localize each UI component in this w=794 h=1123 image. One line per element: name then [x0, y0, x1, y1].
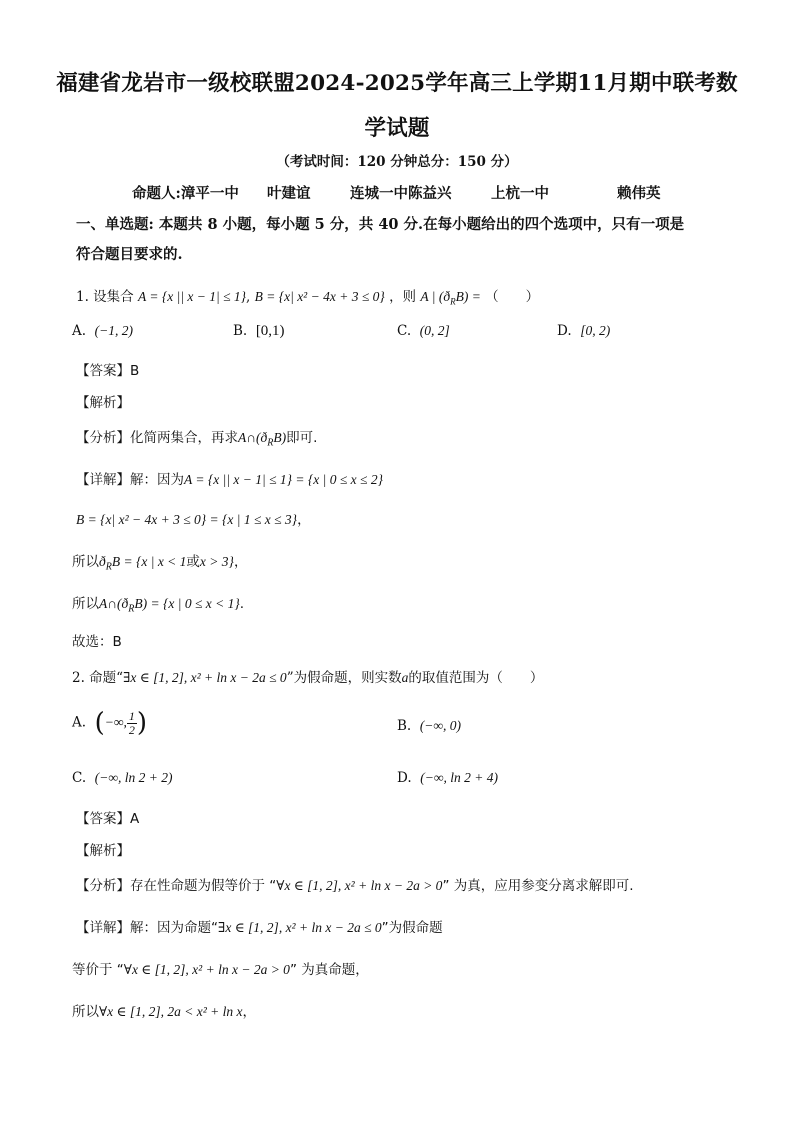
- q1-detail-line4: 所以$A\cap(ð_RB) = \{x$ | 0 ≤ x < 1}.: [72, 596, 245, 615]
- section-heading-line1: 一、单选题: 本题共 8 小题，每小题 5 分，共 40 分.在每小题给出的四个选项中，只有一项是: [76, 216, 685, 233]
- q1-detail-line3: 所以$ð_RB = \{x$ | x < 1或x > 3}，: [72, 554, 248, 573]
- q1-set-a: A = {x || x − 1| ≤ 1}: [137, 289, 247, 304]
- author-4: 赖伟英: [617, 185, 661, 202]
- q1-then: ，则: [389, 289, 417, 305]
- q1-detail-line1: 【详解】解：因为A = {x || x − 1| ≤ 1} = {x | 0 ≤ x ≤ 2}: [76, 472, 383, 488]
- q1-prefix: 1. 设集合: [76, 289, 134, 305]
- q1-explain-tag: 【解析】: [76, 395, 130, 411]
- doc-title-line1: 福建省龙岩市一级校联盟2024-2025学年高三上学期11月期中联考数: [56, 71, 738, 96]
- author-1: 叶建谊: [267, 185, 311, 202]
- q1-expr-end: B) =: [455, 289, 481, 304]
- detail-tag: 【详解】: [76, 472, 130, 488]
- q1-paren: （ ）: [485, 289, 540, 305]
- q1-set-b: B = {x| x² − 4x + 3 ≤ 0}: [254, 289, 385, 304]
- q2-option-a: A. (−∞, $\frac{1}{2}$ ): [72, 708, 148, 738]
- q2-option-c: C. (−∞, ln 2 + 2): [72, 770, 173, 786]
- q2-stem: 2. 命题“∃x ∈ [1, 2], x² + ln x − 2a ≤ 0”为假命题，则实数a的取值范围为（ ）: [72, 670, 544, 686]
- q1-choice: 故选：B: [72, 634, 122, 650]
- q1-option-d: D. [0, 2): [557, 323, 611, 339]
- q2-explain-tag: 【解析】: [76, 843, 130, 859]
- section-heading-line2: 符合题目要求的.: [76, 246, 183, 263]
- authors-label: 命题人:漳平一中: [132, 185, 239, 202]
- q1-analysis: 【分析】化简两集合，再求$A\cap(ð_RB)$即可.: [76, 430, 318, 449]
- q1-expr-sub: R: [450, 296, 456, 307]
- q2-analysis: 【分析】存在性命题为假等价于 “∀x ∈ [1, 2], x² + ln x − 2a > 0” 为真，应用参变分离求解即可.: [76, 878, 634, 894]
- q1-answer: [76, 359, 139, 379]
- q1-option-c: C. (0, 2]: [397, 323, 450, 339]
- answer-value: B: [130, 363, 140, 379]
- author-3: 上杭一中: [491, 185, 549, 202]
- exam-info: （考试时间：120 分钟总分：150 分）: [276, 154, 518, 170]
- q2-detail-line2: 等价于 “∀x ∈ [1, 2], x² + ln x − 2a > 0” 为真命题，: [72, 962, 369, 978]
- q2-answer: 【答案】A: [76, 811, 140, 827]
- q2-option-b: B. (−∞, 0): [397, 718, 462, 734]
- analysis-tag: 【分析】: [76, 430, 130, 446]
- q2-detail-line1: 【详解】解：因为命题“∃x ∈ [1, 2], x² + ln x − 2a ≤ 0”为假命题: [76, 920, 443, 936]
- q1-option-a: A. (−1, 2): [72, 323, 133, 339]
- answer-tag: 【答案】: [76, 363, 130, 379]
- author-2: 连城一中陈益兴: [350, 185, 452, 202]
- q1-expr: A | (ð: [420, 289, 451, 304]
- q1-detail-line2: B = {x| x² − 4x + 3 ≤ 0} = {x | 1 ≤ x ≤ 3}，: [76, 512, 311, 528]
- q2-option-d: D. (−∞, ln 2 + 4): [397, 770, 498, 786]
- q1-stem: 1. 设集合 A = {x || x − 1| ≤ 1}, B = {x| x² − 4x + 3 ≤ 0} ，则 A | $(ð_RB)$ = （ ）: [76, 289, 540, 307]
- q1-option-b: B. [0,1): [233, 323, 285, 339]
- doc-title-line2: 学试题: [364, 116, 430, 141]
- q2-detail-line3: 所以∀x ∈ [1, 2], 2a < x² + ln x，: [72, 1004, 257, 1020]
